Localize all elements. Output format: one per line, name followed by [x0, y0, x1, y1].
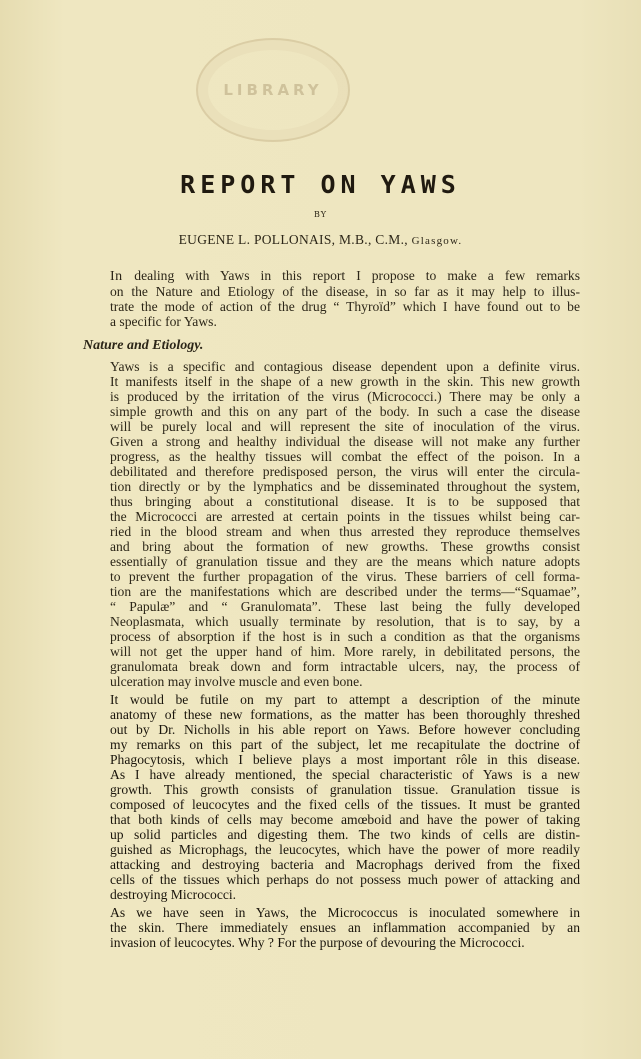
- paragraph-nature: [83, 359, 580, 689]
- text-line: [83, 887, 580, 902]
- report-body: [83, 268, 580, 950]
- text-line: [83, 905, 580, 920]
- line-text: progress, as the healthy tissues will combat the effect of the poison. In a: [110, 449, 580, 464]
- text-line: [83, 449, 580, 464]
- line-text: dealing with Yaws in this report I propose to make a few remarks: [134, 268, 580, 283]
- line-text: guished as Microphags, the leucocytes, which have the power of more readily: [110, 842, 580, 857]
- text-line: [83, 812, 580, 827]
- text-line: [83, 539, 580, 554]
- line-text: invasion of leucocytes. Why ? For the purpose of devouring the Micrococci.: [110, 935, 525, 950]
- text-line: [83, 599, 580, 614]
- line-text: It would be futile on my part to attempt a description of the minute: [110, 692, 580, 707]
- line-text: on the Nature and Etiology of the disease, in so far as it may help to illus-: [110, 284, 580, 299]
- line-text: Neoplasmata, which usually terminate by resolution, that is to say, by a: [110, 614, 580, 629]
- text-line: [83, 524, 580, 539]
- line-text: cells of the tissues which perhaps do not possess much power of attacking and: [110, 872, 580, 887]
- author-line: [0, 232, 641, 248]
- line-text: composed of leucocytes and the fixed cells of the tissues. It must be granted: [110, 797, 580, 812]
- line-text: process of absorption if the host is in such a condition as that the organisms: [110, 629, 580, 644]
- line-text: attacking and destroying bacteria and Macrophags derived from the fixed: [110, 857, 580, 872]
- text-line: [83, 509, 580, 524]
- text-line: [83, 797, 580, 812]
- text-line: [83, 752, 580, 767]
- line-text: debilitated and therefore predisposed person, the virus will enter the circula-: [110, 464, 580, 479]
- line-text: ulceration may involve muscle and even bone.: [110, 674, 363, 689]
- text-line: [83, 827, 580, 842]
- text-line: [83, 920, 580, 935]
- line-text: ried in the blood stream and when thus arrested they reproduce themselves: [110, 524, 580, 539]
- text-line: [83, 464, 580, 479]
- line-text: that both kinds of cells may become amœboid and have the power of taking: [110, 812, 580, 827]
- line-text: my remarks on this part of the subject, let me recapitulate the doctrine of: [110, 737, 580, 752]
- library-stamp: [196, 38, 350, 142]
- line-text: growth. This growth consists of granulation tissue. Granulation tissue is: [110, 782, 580, 797]
- line-text: to prevent the further propagation of the virus. These barriers of cell forma-: [110, 569, 580, 584]
- text-line: [83, 644, 580, 659]
- line-text: tion are the manifestations which are described under the terms—“Squamae”,: [110, 584, 580, 599]
- text-line: [83, 842, 580, 857]
- text-line: [83, 737, 580, 752]
- line-text: out by Dr. Nicholls in his able report on Yaws. Before however concluding: [110, 722, 580, 737]
- text-line: [83, 584, 580, 599]
- text-line: [83, 268, 580, 284]
- text-line: [83, 707, 580, 722]
- text-line: [83, 554, 580, 569]
- line-text: anatomy of these new formations, as the matter has been thoroughly threshed: [110, 707, 580, 722]
- text-line: [83, 359, 580, 374]
- line-text: granulomata break down and form intractable ulcers, nay, the process of: [110, 659, 580, 674]
- text-line: [83, 674, 580, 689]
- report-title: REPORT ON YAWS: [180, 170, 461, 199]
- text-line: [83, 479, 580, 494]
- section-heading: Nature and Etiology.: [83, 338, 204, 353]
- lead-word: In: [110, 269, 135, 284]
- text-line: [83, 767, 580, 782]
- text-line: [83, 722, 580, 737]
- text-line: [83, 614, 580, 629]
- line-text: trate the mode of action of the drug “ Thyroïd” which I have found out to be: [110, 299, 580, 314]
- text-line: [83, 374, 580, 389]
- line-text: thus bringing about a constitutional disease. It is to be supposed that: [110, 494, 580, 509]
- line-text: Yaws is a specific and contagious disease dependent upon a definite virus.: [110, 359, 580, 374]
- text-line: [83, 659, 580, 674]
- line-text: destroying Micrococci.: [110, 887, 237, 902]
- author-place: Glasgow.: [411, 235, 463, 247]
- line-text: “ Papulæ” and “ Granulomata”. These last being the fully developed: [110, 599, 580, 614]
- paragraph-phagocytosis: [83, 692, 580, 902]
- text-line: [83, 314, 580, 329]
- text-line: [83, 857, 580, 872]
- paragraph-inoculation: [83, 905, 580, 950]
- text-line: [83, 299, 580, 314]
- line-text: up solid particles and digesting them. The two kinds of cells are distin-: [110, 827, 580, 842]
- line-text: a specific for Yaws.: [110, 314, 217, 329]
- line-text: As we have seen in Yaws, the Micrococcus is inoculated somewhere in: [110, 905, 580, 920]
- by-line: BY: [313, 210, 328, 219]
- text-line: [83, 569, 580, 584]
- line-text: It manifests itself in the shape of a new growth in the skin. This new growth: [110, 374, 580, 389]
- text-line: [83, 404, 580, 419]
- text-line: [83, 872, 580, 887]
- line-text: and bring about the formation of new growths. These growths consist: [110, 539, 580, 554]
- text-line: [83, 782, 580, 797]
- text-line: [83, 494, 580, 509]
- intro-paragraph: [83, 268, 580, 329]
- line-text: will be purely local and will represent the site of inoculation of the virus.: [110, 419, 580, 434]
- stamp-text: LIBRARY: [223, 81, 323, 99]
- text-line: [83, 434, 580, 449]
- line-text: Phagocytosis, which I believe plays a most important rôle in this disease.: [110, 752, 580, 767]
- line-text: will not get the upper hand of him. More rarely, in debilitated persons, the: [110, 644, 580, 659]
- line-text: As I have already mentioned, the special characteristic of Yaws is a new: [110, 767, 580, 782]
- author-name: EUGENE L. POLLONAIS, M.B., C.M.,: [178, 232, 408, 247]
- line-text: tion directly or by the lymphatics and be disseminated throughout the system,: [110, 479, 580, 494]
- line-text: the Micrococci are arrested at certain points in the tissues whilst being car-: [110, 509, 580, 524]
- text-line: [83, 419, 580, 434]
- line-text: is produced by the irritation of the virus (Micrococci.) There may be only a: [110, 389, 580, 404]
- text-line: [83, 389, 580, 404]
- text-line: [83, 935, 580, 950]
- line-text: the skin. There immediately ensues an inflammation accompanied by an: [110, 920, 580, 935]
- line-text: simple growth and this on any part of the body. In such a case the disease: [110, 404, 580, 419]
- text-line: [83, 284, 580, 299]
- line-text: essentially of granulation tissue and they are the means which nature adopts: [110, 554, 580, 569]
- text-line: [83, 629, 580, 644]
- text-line: [83, 692, 580, 707]
- line-text: Given a strong and healthy individual the disease will not make any further: [110, 434, 580, 449]
